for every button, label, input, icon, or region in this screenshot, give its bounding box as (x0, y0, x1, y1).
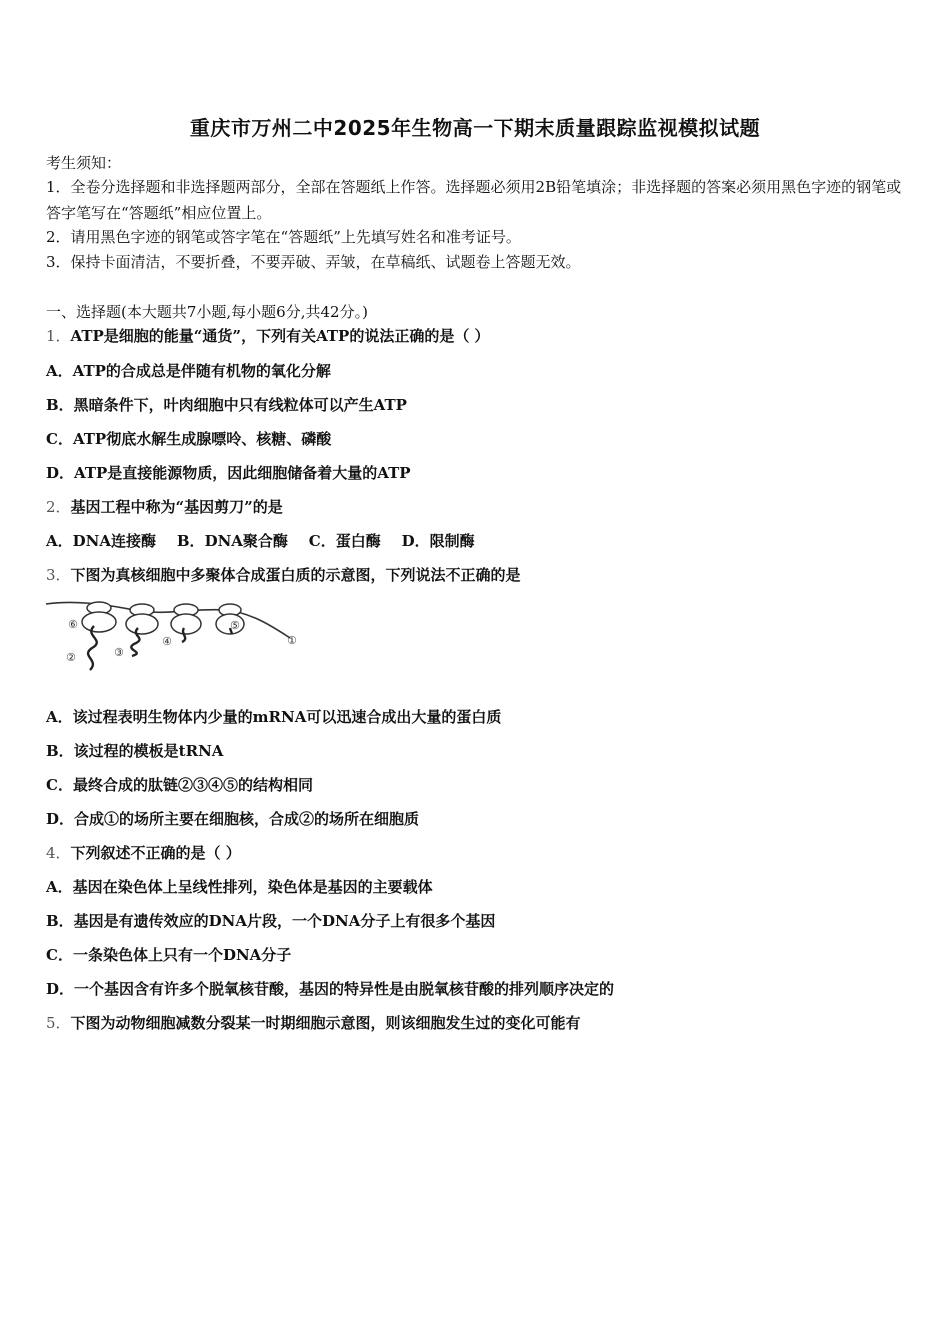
q1-option-d: D．ATP是直接能源物质，因此细胞储备着大量的ATP (46, 464, 411, 482)
q4-option-b: B．基因是有遗传效应的DNA片段，一个DNA分子上有很多个基因 (46, 912, 496, 930)
question-1 (46, 325, 490, 346)
notice-item-3: 3．保持卡面清洁，不要折叠，不要弄破、弄皱，在草稿纸、试题卷上答题无效。 (46, 253, 581, 271)
notice-item-1: 1．全卷分选择题和非选择题两部分，全部在答题纸上作答。选择题必须用2B铅笔填涂；非选择题的答案必须用黑色字迹的钢笔或答字笔写在“答题纸”相应位置上。 (46, 178, 902, 222)
q3-option-a: A．该过程表明生物体内少量的mRNA可以迅速合成出大量的蛋白质 (46, 708, 502, 726)
q2-options: A．DNA连接酶 B．DNA聚合酶 C．蛋白酶 D．限制酶 (46, 532, 475, 550)
question-number: 2． (46, 498, 71, 516)
label-5: ⑤ (230, 619, 240, 632)
q4-option-c: C．一条染色体上只有一个DNA分子 (46, 946, 292, 964)
question-5 (46, 1012, 581, 1033)
label-2: ② (66, 651, 76, 664)
section-heading: 一、选择题(本大题共7小题,每小题6分,共42分。) (46, 303, 368, 321)
q1-option-b: B．黑暗条件下，叶肉细胞中只有线粒体可以产生ATP (46, 396, 407, 414)
question-text: ATP是细胞的能量“通货”，下列有关ATP的说法正确的是（ ） (70, 327, 490, 345)
q3-option-c: C．最终合成的肽链②③④⑤的结构相同 (46, 776, 313, 794)
question-number: 3． (46, 566, 71, 584)
label-4: ④ (162, 635, 172, 648)
q3-option-d: D．合成①的场所主要在细胞核，合成②的场所在细胞质 (46, 810, 420, 828)
q1-option-a: A．ATP的合成总是伴随有机物的氧化分解 (46, 362, 331, 380)
question-2 (46, 496, 283, 517)
label-6: ⑥ (68, 618, 78, 631)
question-text: 下列叙述不正确的是（ ） (70, 844, 241, 862)
label-1: ① (287, 634, 297, 647)
page-title: 重庆市万州二中2025年生物高一下期末质量跟踪监视模拟试题 (189, 116, 761, 140)
question-number: 5． (46, 1014, 71, 1032)
question-number: 4． (46, 844, 71, 862)
q4-option-d: D．一个基因含有许多个脱氧核苷酸，基因的特异性是由脱氧核苷酸的排列顺序决定的 (46, 980, 615, 998)
question-4 (46, 842, 241, 863)
question-text: 下图为真核细胞中多聚体合成蛋白质的示意图，下列说法不正确的是 (70, 566, 521, 584)
notice-item-2: 2．请用黑色字迹的钢笔或答字笔在“答题纸”上先填写姓名和准考证号。 (46, 228, 521, 246)
q3-option-b: B．该过程的模板是tRNA (46, 742, 224, 760)
question-3 (46, 564, 521, 585)
q1-option-c: C．ATP彻底水解生成腺嘌呤、核糖、磷酸 (46, 430, 332, 448)
question-number: 1． (46, 327, 71, 345)
notice-heading: 考生须知： (46, 154, 122, 172)
question-text: 基因工程中称为“基因剪刀”的是 (70, 498, 283, 516)
q4-option-a: A．基因在染色体上呈线性排列，染色体是基因的主要载体 (46, 878, 433, 896)
label-3: ③ (114, 646, 124, 659)
question-text: 下图为动物细胞减数分裂某一时期细胞示意图，则该细胞发生过的变化可能有 (70, 1014, 581, 1032)
polysome-diagram (44, 598, 306, 678)
